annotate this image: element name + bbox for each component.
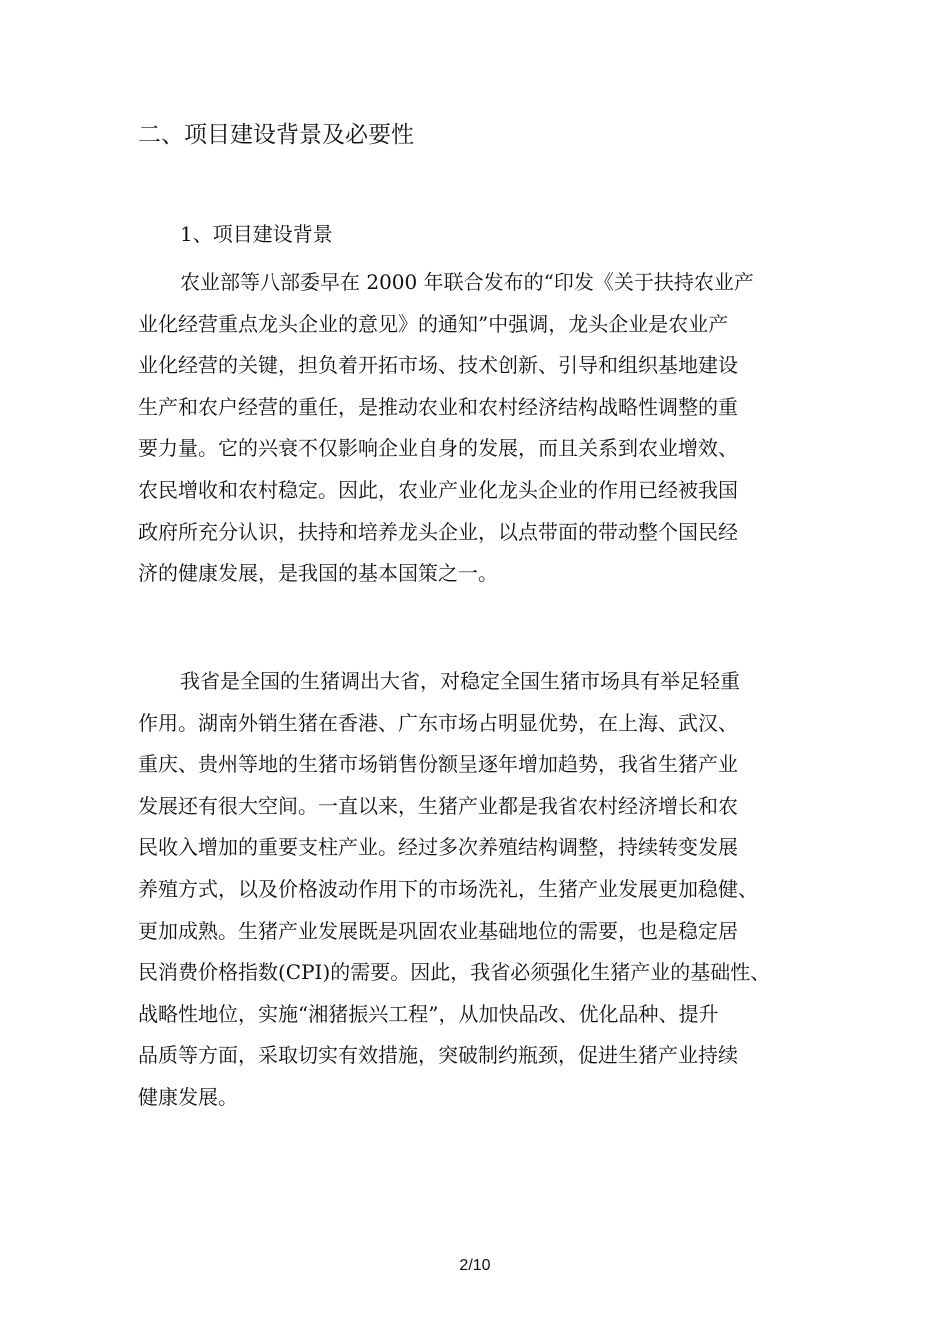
- paragraph-line: 济的健康发展，是我国的基本国策之一。: [138, 561, 498, 586]
- page-number: 2/10: [459, 1257, 491, 1274]
- section-heading: 二、项目建设背景及必要性: [138, 122, 414, 148]
- paragraph-line: 政府所充分认识，扶持和培养龙头企业，以点带面的带动整个国民经: [138, 519, 738, 544]
- paragraph-line: 更加成熟。生猪产业发展既是巩固农业基础地位的需要，也是稳定居: [138, 918, 738, 943]
- paragraph-line: 业化经营的关键，担负着开拓市场、技术创新、引导和组织基地建设: [138, 353, 738, 378]
- paragraph-line: 战略性地位，实施“湘猪振兴工程”，从加快品改、优化品种、提升: [138, 1001, 719, 1026]
- paragraph-line: 要力量。它的兴衰不仅影响企业自身的发展，而且关系到农业增效、: [138, 436, 738, 461]
- paragraph-line: 生产和农户经营的重任，是推动农业和农村经济结构战略性调整的重: [138, 394, 738, 419]
- paragraph-line: 品质等方面，采取切实有效措施，突破制约瓶颈，促进生猪产业持续: [138, 1043, 738, 1068]
- paragraph-background: [138, 262, 838, 595]
- subheading: 1、项目建设背景: [180, 222, 333, 246]
- paragraph-line: 发展还有很大空间。一直以来，生猪产业都是我省农村经济增长和农: [138, 793, 738, 818]
- paragraph-line: 作用。湖南外销生猪在香港、广东市场占明显优势，在上海、武汉、: [138, 710, 738, 735]
- paragraph-line: 业化经营重点龙头企业的意见》的通知”中强调，龙头企业是农业产: [138, 311, 729, 336]
- paragraph-line: 民消费价格指数(CPI)的需要。因此，我省必须强化生猪产业的基础性、: [138, 960, 771, 985]
- paragraph-line: 养殖方式，以及价格波动作用下的市场洗礼，生猪产业发展更加稳健、: [138, 876, 758, 901]
- paragraph-line: 民收入增加的重要支柱产业。经过多次养殖结构调整，持续转变发展: [138, 835, 738, 860]
- paragraph-line: 我省是全国的生猪调出大省，对稳定全国生猪市场具有举足轻重: [180, 669, 740, 693]
- paragraph-line: 农民增收和农村稳定。因此，农业产业化龙头企业的作用已经被我国: [138, 477, 738, 502]
- paragraph-line: 健康发展。: [138, 1084, 238, 1109]
- paragraph-pig-industry: [138, 661, 838, 1119]
- paragraph-line: 重庆、贵州等地的生猪市场销售份额呈逐年增加趋势，我省生猪产业: [138, 752, 738, 777]
- paragraph-line: 农业部等八部委早在 2000 年联合发布的“印发《关于扶持农业产: [180, 270, 754, 294]
